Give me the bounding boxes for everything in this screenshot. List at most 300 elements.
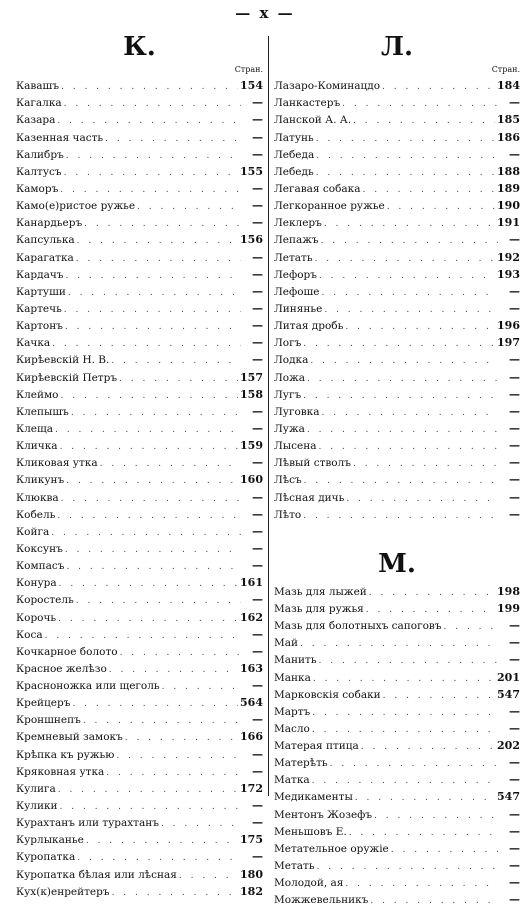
index-list-k [16,75,263,898]
index-entry [274,126,520,143]
leader-dots [312,776,498,786]
leader-dots [60,185,241,195]
index-entry [16,349,263,366]
entry-term: Коростель [16,594,74,607]
entry-page: — [509,404,520,418]
entry-page: 160 [240,473,263,487]
index-entry [274,718,520,735]
entry-page: — [509,841,520,855]
index-entry [274,229,520,246]
entry-page: 564 [240,696,263,710]
index-entry [16,846,263,863]
leader-dots [310,356,498,366]
leader-dots [77,236,238,246]
section-letter-l: Л. [380,32,414,62]
leader-dots [330,759,498,769]
index-entry [16,229,263,246]
entry-page: 182 [240,884,263,898]
entry-page: — [252,147,263,161]
column-divider [268,36,269,796]
index-entry [274,161,520,178]
entry-term: Лефоръ [274,268,317,281]
index-entry [274,264,520,281]
entry-page: — [509,653,520,667]
index-entry [274,752,520,769]
leader-dots [76,596,241,606]
entry-term: Кочкарное болото [16,645,118,658]
leader-dots [120,648,241,658]
leader-dots [125,733,238,743]
entry-term: Метать [274,860,315,873]
entry-term: Мазь для лыжей [274,585,367,598]
index-entry [274,838,520,855]
entry-term: Кликунъ [16,474,65,487]
entry-term: Лысена [274,440,317,453]
entry-page: — [509,147,520,161]
leader-dots [303,511,498,521]
index-entry [16,486,263,503]
entry-term: Мазь для болотныхъ сапоговъ [274,620,442,633]
leader-dots [316,134,495,144]
entry-term: Ложа [274,371,306,384]
index-entry [16,195,263,212]
index-entry [16,212,263,229]
index-entry [274,889,520,906]
entry-page: — [509,507,520,521]
index-entry [274,735,520,752]
entry-page: 175 [240,833,263,847]
entry-term: Май [274,637,299,650]
leader-dots [300,639,498,649]
leader-dots [111,356,241,366]
index-entry [16,109,263,126]
page-column-header: Стран. [234,65,263,74]
index-entry [274,281,520,298]
entry-page: — [252,524,263,538]
entry-term: Молодой, ая [274,877,344,890]
page-column-header: Стран. [491,65,520,74]
index-entry [274,315,520,332]
entry-term: Кряковная утка [16,765,105,778]
entry-term: Клеща [16,422,54,435]
leader-dots [76,254,241,264]
entry-page: 191 [497,216,520,230]
index-entry [16,75,263,92]
entry-page: 198 [497,584,520,598]
leader-dots [353,459,498,469]
entry-page: — [509,824,520,838]
entry-page: — [252,490,263,504]
entry-page: 155 [240,164,263,178]
index-entry [274,212,520,229]
entry-page: 157 [240,370,263,384]
entry-term: Легавая собака [274,182,361,195]
index-list-l [274,75,520,521]
leader-dots [105,134,241,144]
entry-term: Ланкастеръ [274,97,341,110]
leader-dots [369,588,495,598]
index-entry [16,521,263,538]
leader-dots [112,888,238,898]
entry-page: — [509,756,520,770]
index-entry [16,332,263,349]
index-entry [16,743,263,760]
leader-dots [345,322,495,332]
index-entry [16,144,263,161]
entry-term: Лазаро-Коминацдо [274,80,381,93]
leader-dots [59,579,238,589]
leader-dots [319,271,495,281]
index-entry [16,761,263,778]
index-entry [16,812,263,829]
index-entry [274,109,520,126]
leader-dots [346,494,498,504]
entry-term: Матка [274,774,310,787]
entry-term: Клюква [16,491,59,504]
index-entry [16,384,263,401]
entry-term: Коса [16,628,43,641]
entry-term: Латунь [274,131,314,144]
section-letter-k: К. [123,32,156,62]
leader-dots [317,862,498,872]
entry-page: 196 [497,319,520,333]
entry-page: 202 [497,739,520,753]
entry-term: Качка [16,337,51,350]
leader-dots [77,853,241,863]
entry-page: 547 [497,687,520,701]
entry-term: Медикаменты [274,791,353,804]
index-entry [274,469,520,486]
index-entry [16,658,263,675]
entry-term: Литая дробь [274,320,344,333]
leader-dots [444,622,498,632]
entry-page: 192 [497,250,520,264]
entry-page: — [252,284,263,298]
index-entry [16,538,263,555]
entry-page: — [252,216,263,230]
entry-term: Масло [274,722,310,735]
index-entry [274,75,520,92]
index-entry [274,855,520,872]
index-entry [274,786,520,803]
leader-dots [355,793,495,803]
entry-page: — [509,807,520,821]
index-entry [16,795,263,812]
entry-page: — [509,96,520,110]
entry-page: — [509,704,520,718]
entry-term: Лефоше [274,285,320,298]
entry-term: Калтусъ [16,165,62,178]
index-entry [274,92,520,109]
index-entry [274,144,520,161]
entry-page: 189 [497,181,520,195]
entry-term: Кулики [16,800,58,813]
index-entry [274,769,520,786]
entry-page: — [509,619,520,633]
leader-dots [382,82,495,92]
index-entry [16,778,263,795]
entry-page: 193 [497,267,520,281]
entry-term: Легкоранное ружье [274,200,385,213]
leader-dots [345,879,498,889]
entry-page: — [252,319,263,333]
entry-term: Корочь [16,611,57,624]
entry-term: Канардьеръ [16,217,83,230]
entry-page: 197 [497,336,520,350]
index-entry [274,246,520,263]
entry-term: Камо(е)ристое ружье [16,200,136,213]
leader-dots [58,614,238,624]
entry-term: Красное желѣзо [16,662,107,675]
index-entry [16,641,263,658]
leader-dots [361,742,495,752]
leader-dots [84,219,241,229]
leader-dots [65,322,241,332]
entry-term: Клепышъ [16,405,69,418]
entry-term: Луговка [274,405,320,418]
entry-term: Лѣсная дичь [274,491,345,504]
entry-page: — [509,490,520,504]
page-number: — x — [235,4,295,22]
leader-dots [304,476,498,486]
entry-term: Леклеръ [274,217,322,230]
leader-dots [315,254,495,264]
entry-page: — [509,721,520,735]
section-letter-m: М. [378,548,416,579]
leader-dots [316,151,498,161]
entry-page: — [252,421,263,435]
entry-page: 158 [240,387,263,401]
leader-dots [162,682,241,692]
index-entry [274,452,520,469]
index-entry [274,701,520,718]
entry-term: Лугъ [274,388,302,401]
leader-dots [66,562,241,572]
entry-term: Кулига [16,782,56,795]
leader-dots [60,802,241,812]
entry-page: — [252,456,263,470]
leader-dots [106,768,241,778]
entry-term: Компасъ [16,560,65,573]
index-entry [274,666,520,683]
index-entry [16,692,263,709]
entry-page: 547 [497,790,520,804]
entry-term: Меньшовъ Е. [274,825,347,838]
index-entry [16,401,263,418]
entry-page: — [509,301,520,315]
entry-page: 201 [497,670,520,684]
leader-dots [387,202,495,212]
leader-dots [137,202,241,212]
entry-page: — [252,747,263,761]
index-entry [16,606,263,623]
entry-page: — [252,627,263,641]
index-entry [16,298,263,315]
entry-page: — [252,713,263,727]
entry-term: Марковскія собаки [274,688,381,701]
index-entry [274,401,520,418]
index-entry [274,435,520,452]
entry-page: — [252,113,263,127]
entry-term: Мазь для ружья [274,602,364,615]
leader-dots [313,674,495,684]
entry-term: Летать [274,251,313,264]
entry-term: Лебедь [274,165,314,178]
entry-page: 188 [497,164,520,178]
leader-dots [60,442,238,452]
entry-page: 185 [497,113,520,127]
entry-page: 180 [240,867,263,881]
index-entry [274,486,520,503]
index-entry [274,684,520,701]
index-entry [16,469,263,486]
entry-term: Ланской А. А. [274,114,352,127]
leader-dots [86,836,238,846]
entry-page: — [252,301,263,315]
leader-dots [312,725,498,735]
index-entry [274,332,520,349]
entry-term: Картуши [16,285,66,298]
entry-term: Лѣвый стволъ [274,457,351,470]
leader-dots [391,845,498,855]
entry-term: Лодка [274,354,309,367]
index-entry [274,632,520,649]
index-entry [16,126,263,143]
entry-term: Куропатка [16,851,76,864]
entry-page: 156 [240,233,263,247]
entry-term: Кардачъ [16,268,64,281]
leader-dots [64,99,241,109]
leader-dots [383,691,495,701]
section-gap [274,521,520,547]
entry-term: Лѣсъ [274,474,302,487]
entry-page: 159 [240,439,263,453]
leader-dots [83,716,241,726]
index-entry [16,418,263,435]
leader-dots [366,605,495,615]
entry-page: — [509,353,520,367]
index-entry [16,504,263,521]
index-entry [16,366,263,383]
leader-dots [370,896,498,906]
leader-dots [45,631,241,641]
entry-page: 166 [240,730,263,744]
leader-dots [58,785,238,795]
entry-term: Картечь [16,302,62,315]
entry-term: Кавашъ [16,80,59,93]
entry-page: — [252,816,263,830]
entry-term: Линянье [274,302,323,315]
index-entry [16,264,263,281]
leader-dots [109,665,238,675]
entry-term: Лепажъ [274,234,319,247]
index-entry [274,649,520,666]
leader-dots [57,116,241,126]
index-entry [274,821,520,838]
entry-page: 186 [497,130,520,144]
entry-page: — [252,199,263,213]
index-entry [16,881,263,898]
index-entry [16,452,263,469]
leader-dots [68,288,241,298]
entry-page: — [252,559,263,573]
entry-term: Карагатка [16,251,74,264]
index-entry [16,572,263,589]
leader-dots [119,374,238,384]
index-entry [274,195,520,212]
entry-page: — [509,636,520,650]
entry-term: Кличка [16,440,58,453]
leader-dots [52,339,241,349]
entry-term: Ментонъ Жозефъ [274,808,373,821]
entry-term: Матерѣть [274,757,328,770]
leader-dots [303,339,495,349]
index-entry [16,92,263,109]
entry-term: Крѣпка къ ружью [16,748,115,761]
leader-dots [61,82,238,92]
leader-dots [64,168,238,178]
entry-term: Кроншнепъ [16,714,81,727]
leader-dots [312,708,498,718]
index-entry [274,615,520,632]
entry-term: Казара [16,114,56,127]
entry-page: — [252,593,263,607]
entry-page: — [252,764,263,778]
entry-page: — [252,267,263,281]
leader-dots [324,305,498,315]
entry-page: — [509,284,520,298]
entry-term: Курахтанъ или турахтанъ [16,817,159,830]
index-entry [274,872,520,889]
entry-page: — [509,876,520,890]
entry-page: — [252,130,263,144]
entry-term: Клеймо [16,388,59,401]
index-entry [274,598,520,615]
leader-dots [100,459,241,469]
entry-page: — [509,473,520,487]
index-entry [16,555,263,572]
entry-term: Логъ [274,337,302,350]
entry-page: — [509,773,520,787]
entry-term: Кирѣевскій Н. В. [16,354,110,367]
leader-dots [57,511,241,521]
leader-dots [72,699,238,709]
leader-dots [349,828,498,838]
entry-term: Кагалка [16,97,62,110]
index-entry [16,709,263,726]
entry-term: Лужа [274,422,305,435]
index-entry [16,435,263,452]
leader-dots [353,116,495,126]
leader-dots [374,811,498,821]
index-entry [16,178,263,195]
leader-dots [64,305,241,315]
entry-term: Каморъ [16,182,59,195]
entry-term: Капсулька [16,234,75,247]
entry-page: — [252,404,263,418]
leader-dots [179,871,238,881]
index-entry [16,161,263,178]
leader-dots [61,391,239,401]
entry-term: Манка [274,671,311,684]
index-entry [274,349,520,366]
index-entry [16,675,263,692]
entry-term: Метательное оружіе [274,842,389,855]
entry-term: Коксунъ [16,542,63,555]
entry-term: Койга [16,525,50,538]
entry-page: — [252,679,263,693]
leader-dots [66,151,241,161]
